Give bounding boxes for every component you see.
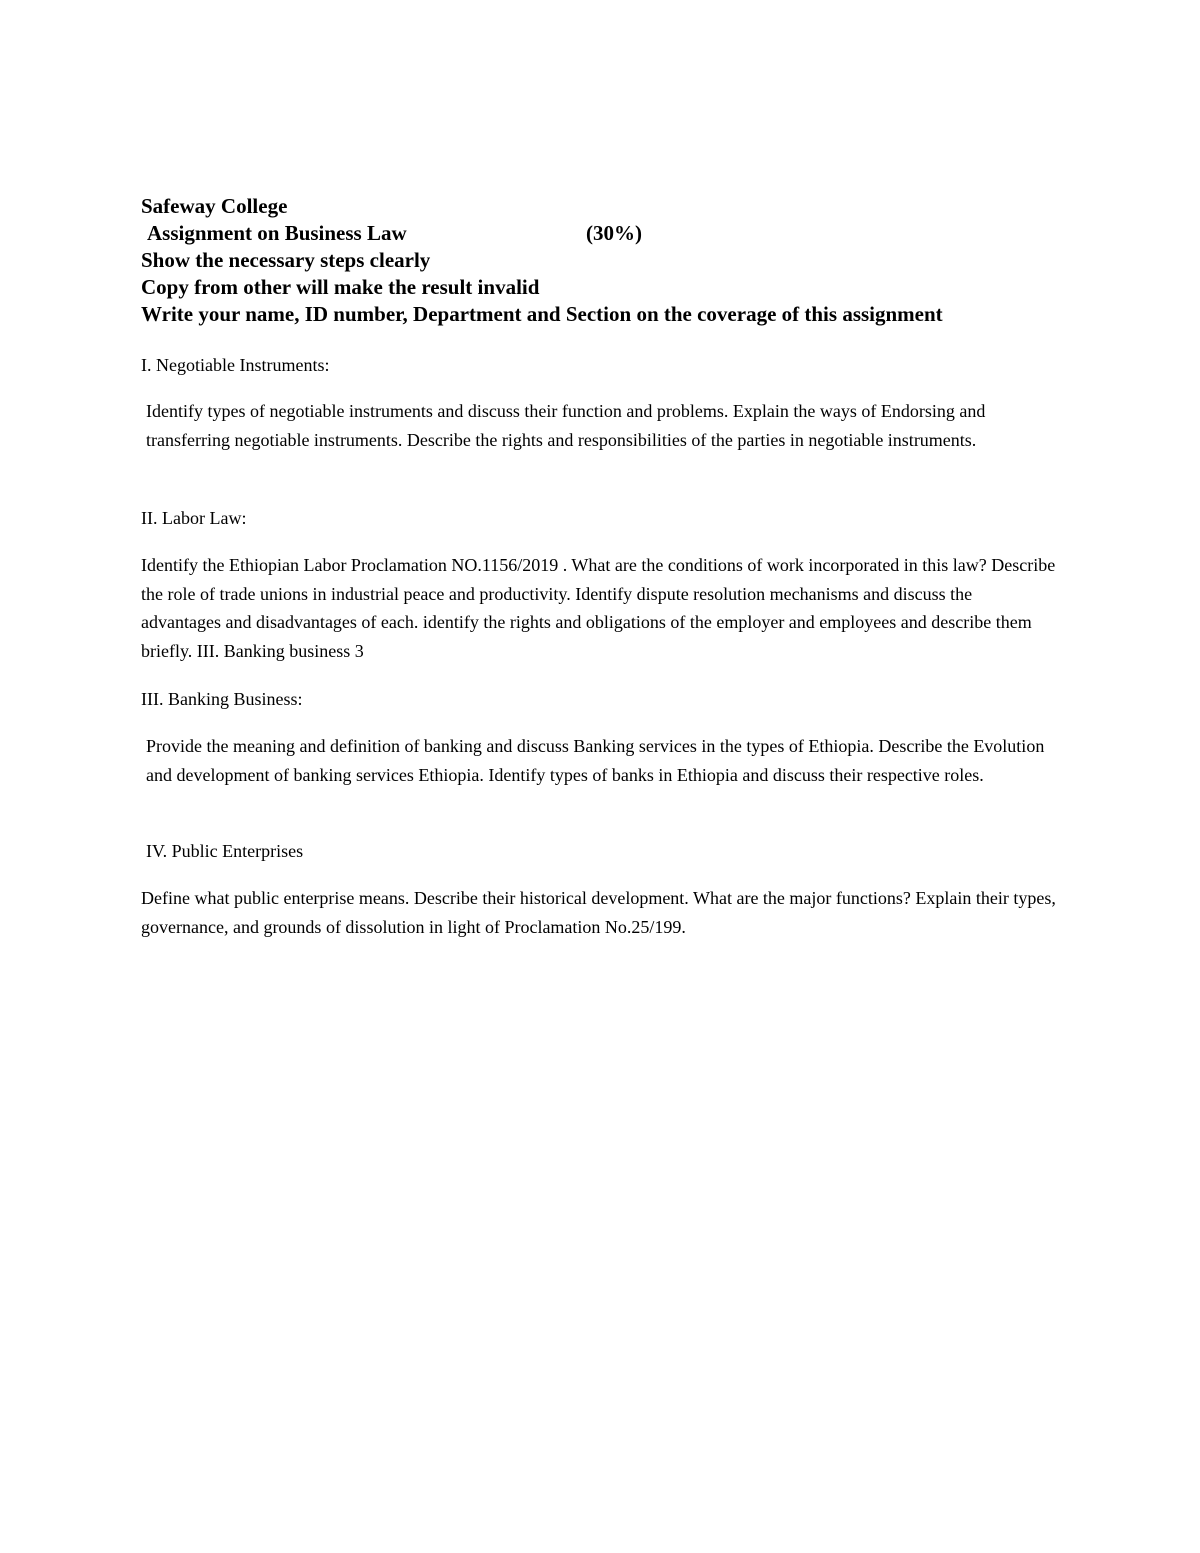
assignment-title-line xyxy=(141,220,1101,247)
instruction-copy: Copy from other will make the result invalid xyxy=(141,275,540,299)
section-heading-public-enterprises: IV. Public Enterprises xyxy=(146,841,304,861)
section-heading-negotiable: I. Negotiable Instruments: xyxy=(141,355,330,375)
instruction-steps: Show the necessary steps clearly xyxy=(141,248,431,272)
section-body-public-enterprises: Define what public enterprise means. Describe their historical development. What are the major functions? Explain their types, governance, and grounds of dissolution in light of Proclamation No.25/199. xyxy=(141,888,1056,937)
assignment-weight: (30%) xyxy=(586,221,642,245)
assignment-title: Assignment on Business Law xyxy=(147,221,407,245)
instruction-cover: Write your name, ID number, Department and Section on the coverage of this assignment xyxy=(141,302,943,326)
section-body-negotiable: Identify types of negotiable instruments and discuss their function and problems. Explain the ways of Endorsing and transferring negotiable instruments. Describe the rights and responsibilities of the parties in negotiable instruments. xyxy=(146,401,986,450)
section-heading-labor: II. Labor Law: xyxy=(141,508,247,528)
section-heading-banking: III. Banking Business: xyxy=(141,689,303,709)
assignment-header xyxy=(141,193,1101,328)
section-body-banking: Provide the meaning and definition of banking and discuss Banking services in the types of Ethiopia. Describe the Evolution and development of banking services Ethiopia. Identify types of banks in Ethiopia and discuss their respective roles. xyxy=(146,736,1045,785)
college-name: Safeway College xyxy=(141,194,288,218)
section-body-labor: Identify the Ethiopian Labor Proclamation NO.1156/2019 . What are the conditions of work incorporated in this law? Describe the role of trade unions in industrial peace and productivity. Identify dispute resolution mechanisms and discuss the advantages and disadvantages of each. identify the rights and obligations of the employer and employees and describe them briefly. III. Banking business 3 xyxy=(141,555,1056,661)
